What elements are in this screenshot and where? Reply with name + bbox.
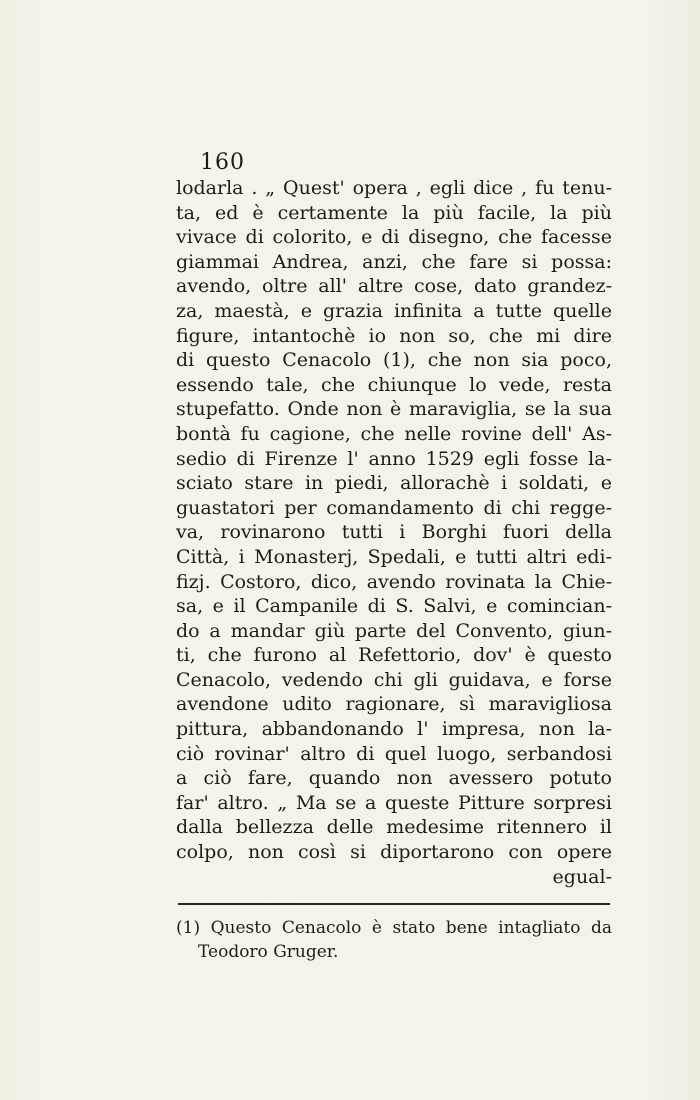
text-line: far' altro. „ Ma se a queste Pitture sorpresi	[176, 791, 612, 814]
footnote-line: (1) Questo Cenacolo è stato bene intagliato da	[176, 918, 612, 938]
text-line: sedio di Firenze l' anno 1529 egli fosse la-	[176, 447, 612, 470]
text-line: bontà fu cagione, che nelle rovine dell' As-	[176, 422, 612, 445]
text-line: ti, che furono al Refettorio, dov' è questo	[176, 644, 612, 667]
text-line: lodarla . „ Quest' opera , egli dice , fu tenu-	[176, 177, 612, 199]
text-line: Città, i Monasterj, Spedali, e tutti altri edi-	[176, 545, 612, 568]
body-text	[176, 176, 612, 889]
text-line: sa, e il Campanile di S. Salvi, e comincian-	[176, 595, 612, 618]
footnote-rule	[178, 903, 610, 905]
catchword: egual-	[552, 865, 612, 888]
text-line: avendone udito ragionare, sì maravigliosa	[176, 693, 612, 716]
text-line: di questo Cenacolo (1), che non sia poco,	[176, 349, 612, 372]
text-line: pittura, abbandonando l' impresa, non la-	[176, 718, 612, 741]
text-line: guastatori per comandamento di chi regge-	[176, 496, 612, 519]
text-line: sciato stare in piedi, allorachè i soldati, e	[176, 472, 612, 495]
footnote-line: Teodoro Gruger.	[198, 942, 339, 962]
text-line: Cenacolo, vedendo chi gli guidava, e forse	[176, 668, 612, 691]
text-line: a ciò fare, quando non avessero potuto	[176, 767, 612, 790]
text-line: za, maestà, e grazia infinita a tutte quelle	[176, 299, 612, 322]
text-line: avendo, oltre all' altre cose, dato grandez-	[176, 275, 612, 298]
text-line: stupefatto. Onde non è maraviglia, se la sua	[176, 398, 612, 421]
text-line: va, rovinarono tutti i Borghi fuori della	[176, 521, 612, 544]
text-line: colpo, non così si diportarono con opere	[176, 841, 612, 864]
text-line: essendo tale, che chiunque lo vede, resta	[176, 373, 612, 396]
text-line: ta, ed è certamente la più facile, la più	[176, 201, 612, 224]
text-line: vivace di colorito, e di disegno, che facesse	[176, 226, 612, 249]
footnote	[176, 916, 612, 964]
text-line: fizj. Costoro, dico, avendo rovinata la Chie-	[176, 570, 612, 593]
text-line: figure, intantochè io non so, che mi dire	[176, 324, 612, 347]
text-line: giammai Andrea, anzi, che fare si possa:	[176, 250, 612, 273]
text-line: dalla bellezza delle medesime ritennero il	[176, 816, 612, 839]
text-line: ciò rovinar' altro di quel luogo, serbandosi	[176, 742, 612, 765]
text-line: do a mandar giù parte del Convento, giun-	[176, 619, 612, 642]
page-number: 160	[200, 150, 245, 175]
